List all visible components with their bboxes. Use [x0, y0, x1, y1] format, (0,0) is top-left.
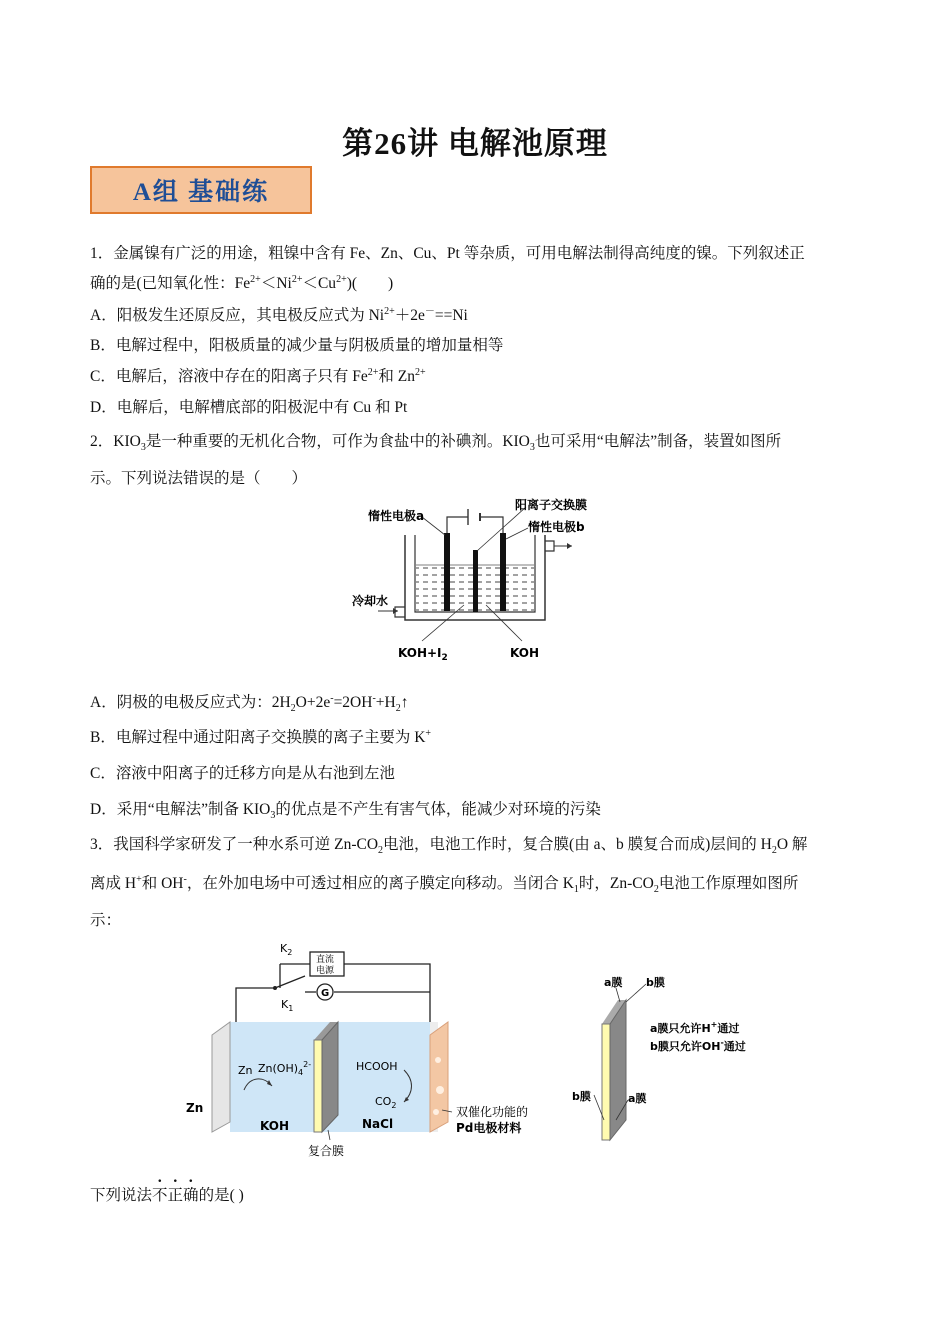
label-composite-membrane: 复合膜 — [308, 1144, 345, 1158]
q2-option-d: D．采用“电解法”制备 $KIO_3$的优点是不产生有害气体，能减少对环境的污染 — [90, 801, 601, 822]
label-left-solution: $KOH+I_2$ — [398, 646, 448, 663]
q1-option-d: D．电解后，电解槽底部的阳极泥中有 Cu 和 Pt — [90, 399, 408, 416]
label-zn-reaction-right: $Zn(OH)_4^{2-}$ — [258, 1060, 312, 1077]
label-zn-reaction-left: Zn — [238, 1064, 253, 1077]
label-a-membrane-rule: a膜只允许H+通过 — [650, 1020, 740, 1035]
label-k2: $K_2$ — [280, 942, 293, 957]
label-membrane: 阳离子交换膜 — [515, 498, 588, 512]
label-right-solution: KOH — [510, 646, 540, 660]
electrode-b — [500, 533, 506, 611]
label-dc-source-2: 电源 — [316, 966, 335, 976]
label-electrode-a: 惰性电极a — [368, 509, 425, 523]
label-cooling-water: 冷却水 — [352, 594, 389, 608]
q2-stem-line2: 示。下列说法错误的是（ ） — [90, 470, 308, 487]
section-banner — [90, 166, 312, 214]
label-a-membrane-bottom: a膜 — [628, 1092, 647, 1105]
label-b-membrane-rule: b膜只允许OH-通过 — [650, 1038, 746, 1053]
q3-stem-line2: 离成 H+和 OH-，在外加电场中可透过相应的离子膜定向移动。当闭合 $K_1$时，$Zn-CO_2$电池工作原理如图所 — [90, 873, 799, 896]
label-nacl: NaCl — [362, 1117, 394, 1131]
label-hcooh: HCOOH — [356, 1060, 398, 1073]
q2-stem-line1: 2．$KIO_3$是一种重要的无机化合物，可作为食盐中的补碘剂。$KIO_3$也可采用“电解法”制备，装置如图所 — [90, 433, 782, 454]
q1-option-b: B．电解过程中，阳极质量的减少量与阴极质量的增加量相等 — [90, 337, 504, 354]
q2-option-b: B．电解过程中通过阳离子交换膜的离子主要为 K+ — [90, 727, 432, 746]
q3-stem-line1: 3．我国科学家研发了一种水系可逆 $Zn-CO_2$电池，电池工作时，复合膜(由 a、b 膜复合而成)层间的 $H_2O$ 解 — [90, 836, 808, 857]
label-dc-source-1: 直流 — [316, 955, 335, 965]
page-title: 第26讲 电解池原理 — [342, 126, 608, 161]
label-k1: $K_1$ — [281, 998, 294, 1013]
label-pd-electrode-2: Pd电极材料 — [456, 1121, 522, 1135]
q1-option-a: A．阳极发生还原反应，其电极反应式为 $Ni^{2+}+2e^-==Ni$ — [90, 305, 468, 324]
membrane — [473, 550, 478, 612]
electrode-a — [444, 533, 450, 611]
q1-option-c: C．电解后，溶液中存在的阳离子只有 $Fe^{2+}$和 $Zn^{2+}$ — [90, 366, 426, 385]
q2-option-c: C．溶液中阳离子的迁移方向是从右池到左池 — [90, 765, 395, 782]
electrolysis-cell-figure — [350, 495, 605, 665]
section-banner-label: A组 基础练 — [132, 179, 270, 206]
q1-stem-line1: 1．金属镍有广泛的用途，粗镍中含有 Fe、Zn、Cu、Pt 等杂质，可用电解法制得高纯度的镍。下列叙述正 — [90, 245, 805, 262]
label-koh: KOH — [260, 1119, 290, 1133]
label-galvanometer: G — [321, 988, 330, 999]
q2-option-a: A．阴极的电极反应式为：$2H_2O+2e^-=2OH^-+H_2↑$ — [90, 692, 409, 715]
zn-co2-battery-figure — [180, 940, 780, 1165]
q3-stem-line3: 示： — [90, 912, 122, 929]
label-a-membrane-top: a膜 — [604, 976, 623, 989]
q1-stem-line2: 确的是(已知氧化性：$Fe^{2+}<Ni^{2+}<Cu^{2+}$)( ) — [90, 273, 394, 292]
label-zn: Zn — [186, 1101, 204, 1115]
q3-question: 下列说法不正确的是( ) — [90, 1187, 244, 1204]
label-co2: $CO_2$ — [375, 1095, 397, 1110]
label-electrode-b: 惰性电极b — [528, 520, 585, 534]
label-b-membrane-bottom: b膜 — [572, 1090, 591, 1103]
label-pd-electrode-1: 双催化功能的 — [456, 1105, 529, 1119]
label-b-membrane-top: b膜 — [646, 976, 665, 989]
